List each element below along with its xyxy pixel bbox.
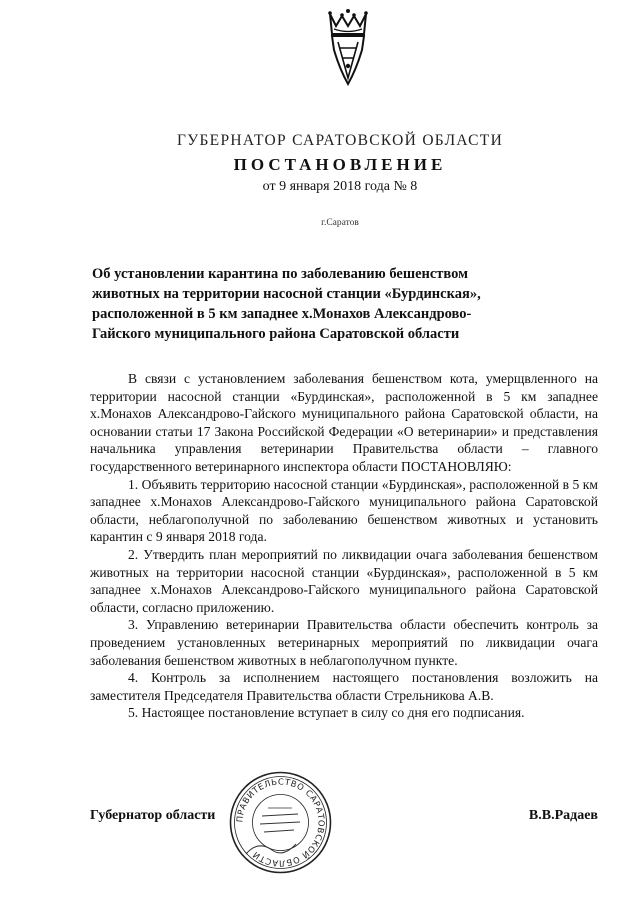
document-subject: Об установлении карантина по заболеванию бешенством животных на территории насосной станции «Бурдинская», расположенной в 5 км западнее х.Монахов Александрово-Гайского муниципального района Саратовской области bbox=[92, 266, 481, 342]
official-stamp-icon bbox=[228, 770, 333, 875]
document-place: г.Саратов bbox=[321, 218, 359, 228]
body-item-4: 4. Контроль за исполнением настоящего постановления возложить на заместителя Председателя Правительства области Стрельникова А.В. bbox=[90, 670, 598, 703]
svg-text:ПРАВИТЕЛЬСТВО САРАТОВСКОЙ ОБЛА: ПРАВИТЕЛЬСТВО САРАТОВСКОЙ ОБЛАСТИ bbox=[234, 776, 327, 869]
body-item-1: 1. Объявить территорию насосной станции «Бурдинская», расположенной в 5 км западнее х.Монахов Александрово-Гайского муниципального района Саратовской области, неблагополучной по заболеванию бешенством животных и установить карантин с 9 января 2018 года. bbox=[90, 476, 598, 545]
body-preamble: В связи с установлением заболевания бешенством кота, умерщвленного на территории насосной станции «Бурдинская», расположенной в 5 км западнее х.Монахов Александрово-Гайского муниципального района Саратовской области, на основании статьи 17 Закона Российской Федерации «О ветеринарии» и представления начальника управления ветеринарии Правительства области – главного государственного ветеринарного инспектора области ПОСТАНОВЛЯЮ: bbox=[90, 371, 598, 474]
document-type-title: ПОСТАНОВЛЕНИЕ bbox=[233, 155, 447, 174]
body-item-5: 5. Настоящее постановление вступает в силу со дня его подписания. bbox=[128, 705, 525, 721]
body-item-2: 2. Утвердить план мероприятий по ликвидации очага заболевания бешенством животных на территории насосной станции «Бурдинская», расположенной в 5 км западнее х.Монахов Александрово-Гайского муниципального района Саратовской области, согласно приложению. bbox=[90, 546, 598, 615]
saratov-emblem-icon bbox=[318, 8, 378, 88]
issuing-authority: ГУБЕРНАТОР САРАТОВСКОЙ ОБЛАСТИ bbox=[176, 132, 504, 149]
document-body bbox=[90, 370, 598, 722]
document-date-number: от 9 января 2018 года № 8 bbox=[262, 179, 418, 194]
signatory-position: Губернатор области bbox=[90, 808, 216, 823]
signature-block bbox=[90, 808, 598, 828]
body-item-3: 3. Управлению ветеринарии Правительства области обеспечить контроль за проведением установленных ветеринарных мероприятий по ликвидации очага заболевания бешенством животных в неблагополучном пункте. bbox=[90, 617, 598, 668]
signatory-name: В.В.Радаев bbox=[528, 808, 598, 823]
